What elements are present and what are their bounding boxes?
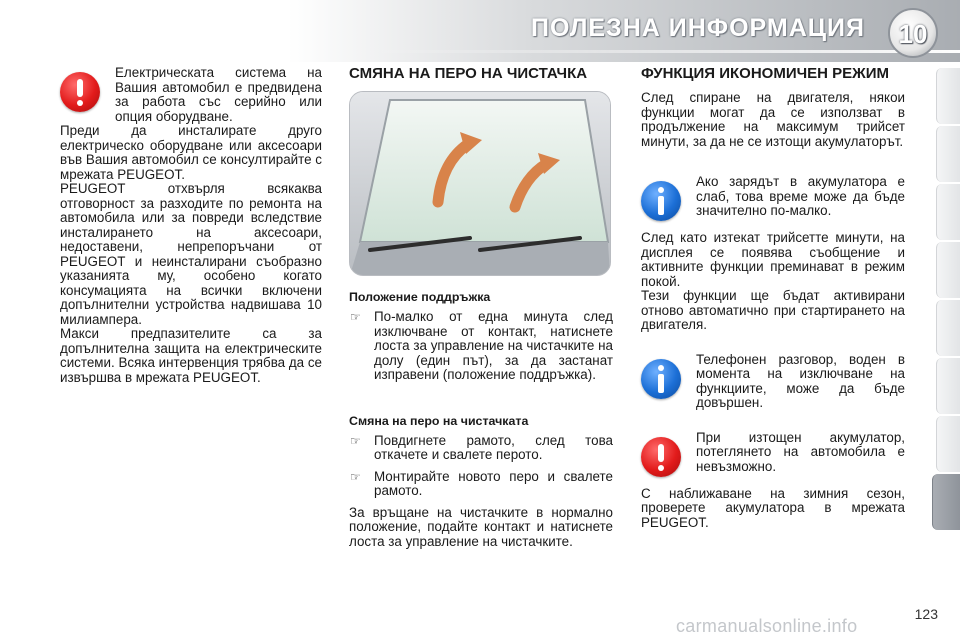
bullet-text: По-малко от една минута след изключване от контакт, натиснете лоста за управление на чистачките на долу (един път), за да застанат изправени (положение поддръжка). <box>374 309 613 382</box>
paragraph: Тези функции ще бъдат активирани отново автоматично при стартирането на двигателя. <box>641 288 905 332</box>
paragraph: За връщане на чистачките в нормално положение, подайте контакт и натиснете лоста за управление на чистачките. <box>349 504 613 549</box>
paragraph: С наближаване на зимния сезон, проверете акумулатора в мрежата PEUGEOT. <box>641 485 905 530</box>
bullet-icon: ☞ <box>350 310 361 324</box>
info-text: Ако зарядът в акумулатора е слаб, това време може да бъде значително по-малко. <box>696 174 905 218</box>
bullet-icon: ☞ <box>350 433 361 448</box>
info-icon <box>641 359 681 399</box>
chapter-tab[interactable] <box>936 184 960 240</box>
paragraph: След спиране на двигателя, някои функции могат да се използват в продължение на максимум трийсет минути, за да не се изтощи акумулаторът. <box>641 90 905 149</box>
warning-icon <box>60 72 100 112</box>
info-text: Телефонен разговор, воден в момента на изключване на функциите, може да бъде довършен. <box>696 351 905 410</box>
bullet-item <box>349 310 613 383</box>
bullet-text: Монтирайте новото перо и свалете рамото. <box>374 468 613 498</box>
subsection-title: Положение поддръжка <box>349 290 491 304</box>
bullet-item <box>349 470 613 499</box>
bullet-text: Повдигнете рамото, след това откачете и свалете перото. <box>374 432 613 462</box>
bullet-item <box>349 434 613 463</box>
chapter-tab[interactable] <box>936 242 960 298</box>
warning-text: Електрическата система на Вашия автомобил е предвидена за работа със серийно или опция оборудване. <box>115 65 322 124</box>
chapter-tab[interactable] <box>936 126 960 182</box>
warning-block <box>641 431 905 483</box>
subsection-title: Смяна на перо на чистачката <box>349 413 529 428</box>
section-title: СМЯНА НА ПЕРО НА ЧИСТАЧКА <box>349 65 588 82</box>
header-stripe <box>360 50 960 53</box>
warning-icon <box>641 437 681 477</box>
chapter-tab[interactable] <box>936 300 960 356</box>
info-block <box>641 353 905 411</box>
windshield-wiper-illustration <box>349 91 611 276</box>
paragraph: След като изтекат трийсетте минути, на дисплея се появява съобщение и активните функции преминават в режим покой. <box>641 230 905 289</box>
paragraph: Макси предпазителите са за допълнителна защита на електрическите системи. Всяка интервенция трябва да се извършва в мрежата PEUGEOT. <box>60 326 322 385</box>
warning-block <box>60 66 322 124</box>
column-electrical <box>60 66 322 385</box>
page-number: 123 <box>914 606 938 622</box>
paragraph: PEUGEOT отхвърля всякаква отговорност за разходите по ремонта на автомобила или за повреди вследствие инсталирането на аксесоари, недоставени, непрепоръчани от PEUGEOT и неинсталирани съобразно указанията му, особено когато консумацията на всички включени допълнителни устройства надвишава 10 милиампера. <box>60 181 322 327</box>
chapter-tabs <box>932 68 960 578</box>
watermark: carmanualsonline.info <box>676 616 858 636</box>
warning-text: При изтощен акумулатор, потеглянето на автомобила е невъзможно. <box>696 429 905 474</box>
chapter-tab[interactable] <box>936 416 960 472</box>
info-block <box>641 175 905 227</box>
column-wiper <box>349 66 613 549</box>
chapter-tab[interactable] <box>936 358 960 414</box>
chapter-badge <box>888 8 938 58</box>
page-title: ПОЛЕЗНА ИНФОРМАЦИЯ <box>531 14 865 42</box>
info-icon <box>641 181 681 221</box>
chapter-number: 10 <box>898 19 928 49</box>
section-title: ФУНКЦИЯ ИКОНОМИЧЕН РЕЖИМ <box>641 65 890 82</box>
page-header <box>0 0 960 62</box>
chapter-tab-active[interactable] <box>932 474 960 530</box>
windshield-svg <box>350 92 610 275</box>
chapter-tab[interactable] <box>936 68 960 124</box>
column-economy-mode <box>641 66 905 530</box>
bullet-icon: ☞ <box>350 469 361 484</box>
paragraph: Преди да инсталирате друго електрическо оборудване или аксесоари във Вашия автомобил се консултирайте с мрежата PEUGEOT. <box>60 123 322 182</box>
